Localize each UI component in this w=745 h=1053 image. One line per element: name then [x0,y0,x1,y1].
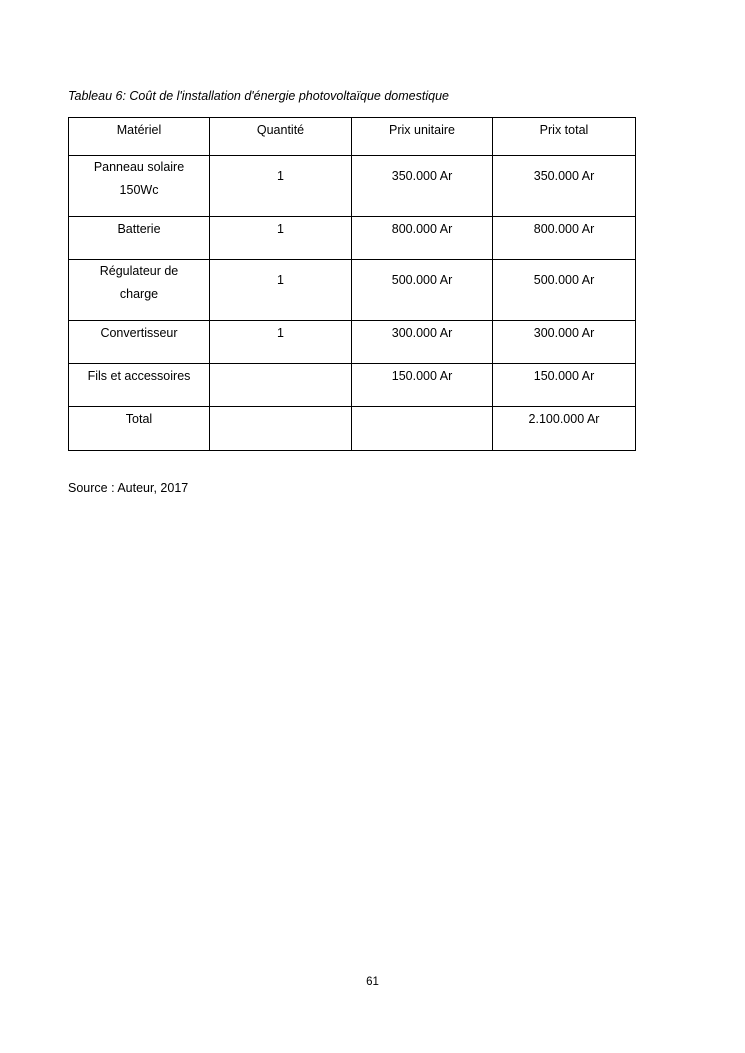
cell-quantite [210,260,352,321]
materiel-line: charge [119,287,159,301]
cell-materiel [69,156,210,217]
prix-total-value: 800.000 Ar [533,222,595,236]
table-row [69,217,636,260]
total-label: Total [125,412,153,426]
cell-prix-unitaire [352,260,493,321]
cell-prix-total [493,407,636,451]
total-value: 2.100.000 Ar [528,412,600,426]
cell-prix-total [493,321,636,364]
cost-table [68,117,636,451]
cell-quantite [210,217,352,260]
header-quantite: Quantité [210,118,352,156]
table-header-row [69,118,636,156]
cell-prix-total [493,260,636,321]
cell-prix-unitaire [352,156,493,217]
materiel-line: Régulateur de [99,264,179,278]
prix-total-value: 500.000 Ar [533,273,595,287]
table-row [69,260,636,321]
quantite-value: 1 [277,273,284,287]
quantite-value: 1 [277,222,284,236]
table-row [69,364,636,407]
cell-prix-unitaire [352,364,493,407]
cell-prix-total [493,364,636,407]
prix-unitaire-value: 150.000 Ar [391,369,453,383]
table-total-row [69,407,636,451]
cell-prix-total [493,217,636,260]
header-materiel: Matériel [69,118,210,156]
cell-prix-unitaire [352,217,493,260]
quantite-value: 1 [277,169,284,183]
materiel-line: Convertisseur [100,326,178,340]
header-prix-unitaire: Prix unitaire [352,118,493,156]
cell-materiel [69,364,210,407]
prix-unitaire-value: 500.000 Ar [391,273,453,287]
cell-materiel [69,260,210,321]
cell-prix-unitaire [352,321,493,364]
prix-unitaire-value: 300.000 Ar [391,326,453,340]
cell-materiel [69,321,210,364]
cell-quantite [210,156,352,217]
page-number: 61 [366,976,379,988]
cell-materiel [69,217,210,260]
prix-unitaire-value: 800.000 Ar [391,222,453,236]
cell-prix-total [493,156,636,217]
source-note: Source : Auteur, 2017 [68,481,189,495]
prix-unitaire-value: 350.000 Ar [391,169,453,183]
cell-prix-unitaire [352,407,493,451]
quantite-value: 1 [277,326,284,340]
cell-quantite [210,364,352,407]
table-row [69,321,636,364]
table-caption: Tableau 6: Coût de l'installation d'énergie photovoltaïque domestique [68,89,449,103]
prix-total-value: 150.000 Ar [533,369,595,383]
materiel-line: Panneau solaire [93,160,185,174]
cell-quantite [210,407,352,451]
materiel-line: Batterie [117,222,161,236]
cell-materiel [69,407,210,451]
materiel-line: Fils et accessoires [87,369,191,383]
prix-total-value: 350.000 Ar [533,169,595,183]
cell-quantite [210,321,352,364]
materiel-line: 150Wc [119,183,159,197]
table-row [69,156,636,217]
prix-total-value: 300.000 Ar [533,326,595,340]
header-prix-total: Prix total [493,118,636,156]
